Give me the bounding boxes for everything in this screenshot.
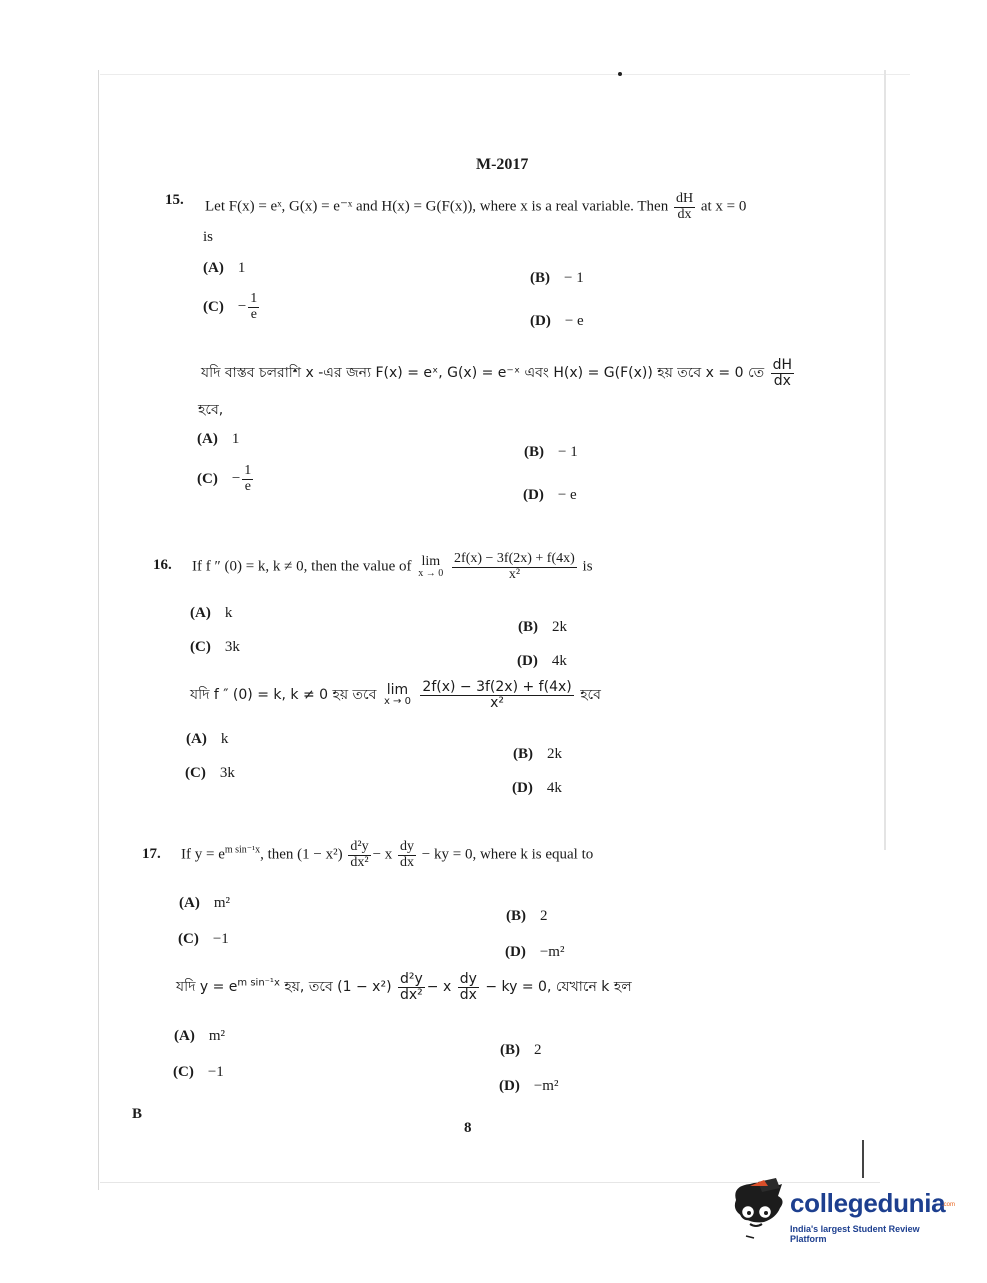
q15-en-option-d: (D) − e	[530, 313, 584, 329]
q15-bn-option-b: (B) − 1	[524, 444, 578, 460]
scan-edge-right	[884, 70, 886, 850]
q15-en-option-b: (B) − 1	[530, 270, 584, 286]
q16-en-option-a: (A) k	[190, 605, 233, 621]
q16-en-option-d: (D) 4k	[517, 653, 567, 669]
q16-en-option-c: (C) 3k	[190, 639, 240, 655]
q16-bn-option-d: (D) 4k	[512, 780, 562, 796]
q15-bn-option-c: (C) − $\frac{1}{e}$	[197, 463, 252, 494]
q15-bn-option-a: (A) 1	[197, 431, 240, 447]
q15-en-option-c: (C) − $\frac{1}{e}$	[203, 291, 258, 322]
q16-en-limit: lim x → 0	[418, 554, 444, 580]
scan-speck	[618, 72, 622, 76]
q15-bn-derivative: $\frac{dH}{dx}$	[772, 357, 793, 389]
q16-number: 16.	[153, 557, 172, 573]
q15-en-text-1: Let F(x) = eˣ, G(x) = e⁻ˣ and H(x) = G(F(x)), where x is a real variable. Then	[205, 198, 669, 215]
q15-en-derivative	[674, 192, 695, 222]
q17-bn-option-a: (A) m²	[174, 1028, 225, 1044]
q17-bn-second-derivative: $\frac{\text{d²y}}{\text{dx²}}$	[400, 971, 423, 1003]
q16-en-fraction: $\frac{2f(x) - 3f(2x) + f(4x)}{\text{x²}}$	[454, 551, 575, 582]
q17-bengali-stem: যদি $y = e^{m sin^{-1}x}$ হয়, তবে (1 − x²) $\frac{\text{d²y}}{\text{dx²}}$ − x $\frac{dy}{dx}$ − ky = 0, যেখানে k হল	[176, 971, 632, 1003]
q15-en-frac-den: dx	[677, 206, 692, 222]
q17-bn-first-derivative: $\frac{dy}{dx}$	[459, 971, 477, 1003]
q17-en-option-d: (D) −m²	[505, 944, 565, 960]
q15-bn-text-2: হবে,	[198, 402, 224, 418]
collegedunia-logo	[728, 1178, 958, 1248]
q17-bn-option-b: (B) 2	[500, 1042, 542, 1058]
q17-number: 17.	[142, 846, 161, 862]
q15-en-option-a: (A) 1	[203, 260, 246, 276]
q17-bn-option-c: (C) −1	[173, 1064, 224, 1080]
q15-en-text-3: is	[203, 229, 214, 245]
scan-edge-left	[98, 70, 99, 1190]
q16-bn-limit: lim x → 0	[383, 682, 411, 708]
q16-bn-fraction: $\frac{2f(x) - 3f(2x) + f(4x)}{\text{x²}}$	[422, 679, 572, 711]
set-code: B	[132, 1106, 143, 1122]
q17-en-second-derivative: $\frac{\text{d²y}}{\text{dx²}}$	[350, 839, 369, 870]
q17-en-option-b: (B) 2	[506, 908, 548, 924]
q17-en-option-a: (A) m²	[179, 895, 230, 911]
page-number: 8	[464, 1120, 472, 1136]
logo-tagline: India's largest Student Review Platform	[790, 1224, 920, 1244]
q16-en-option-b: (B) 2k	[518, 619, 567, 635]
q17-en-option-c: (C) −1	[178, 931, 229, 947]
q15-bn-option-d: (D) − e	[523, 487, 577, 503]
q16-bn-option-a: (A) k	[186, 731, 229, 747]
q15-en-frac-num: dH	[675, 191, 694, 206]
student-mascot-icon	[728, 1178, 788, 1242]
q17-english-stem: If $y = e^{m sin^{-1}x}$, then (1 − x²) $\frac{\text{d²y}}{\text{dx²}}$ − x $\frac{dy}{dx}$ − ky = 0, where k is equal to	[181, 839, 594, 870]
q17-en-first-derivative: $\frac{dy}{dx}$	[400, 839, 415, 870]
q17-bn-option-d: (D) −m²	[499, 1078, 559, 1094]
q15-english-stem	[205, 192, 746, 222]
scan-edge-top	[100, 74, 910, 75]
q15-en-text-2: at x = 0	[700, 198, 747, 215]
q15-bengali-stem: যদি বাস্তব চলরাশি x -এর জন্য F(x) = eˣ, G(x) = e⁻ˣ এবং H(x) = G(F(x)) হয় তবে x = 0 তে $\frac{dH}{dx}$	[201, 357, 793, 389]
logo-wordmark: collegedunia	[790, 1188, 946, 1218]
exam-header: M-2017	[476, 156, 529, 173]
logo-domain-suffix: .com	[942, 1202, 956, 1208]
q15-number: 15.	[165, 192, 184, 208]
q16-english-stem: If f ″ (0) = k, k ≠ 0, then the value of lim x → 0 $\frac{2f(x) - 3f(2x) + f(4x)}{\text{x²}}$ is	[192, 551, 593, 582]
q16-bn-option-c: (C) 3k	[185, 765, 235, 781]
q16-bengali-stem: যদি f ″ (0) = k, k ≠ 0 হয় তবে lim x → 0 $\frac{2f(x) - 3f(2x) + f(4x)}{\text{x²}}$ হবে	[190, 679, 601, 711]
q16-bn-option-b: (B) 2k	[513, 746, 562, 762]
scan-scratch	[862, 1140, 864, 1178]
